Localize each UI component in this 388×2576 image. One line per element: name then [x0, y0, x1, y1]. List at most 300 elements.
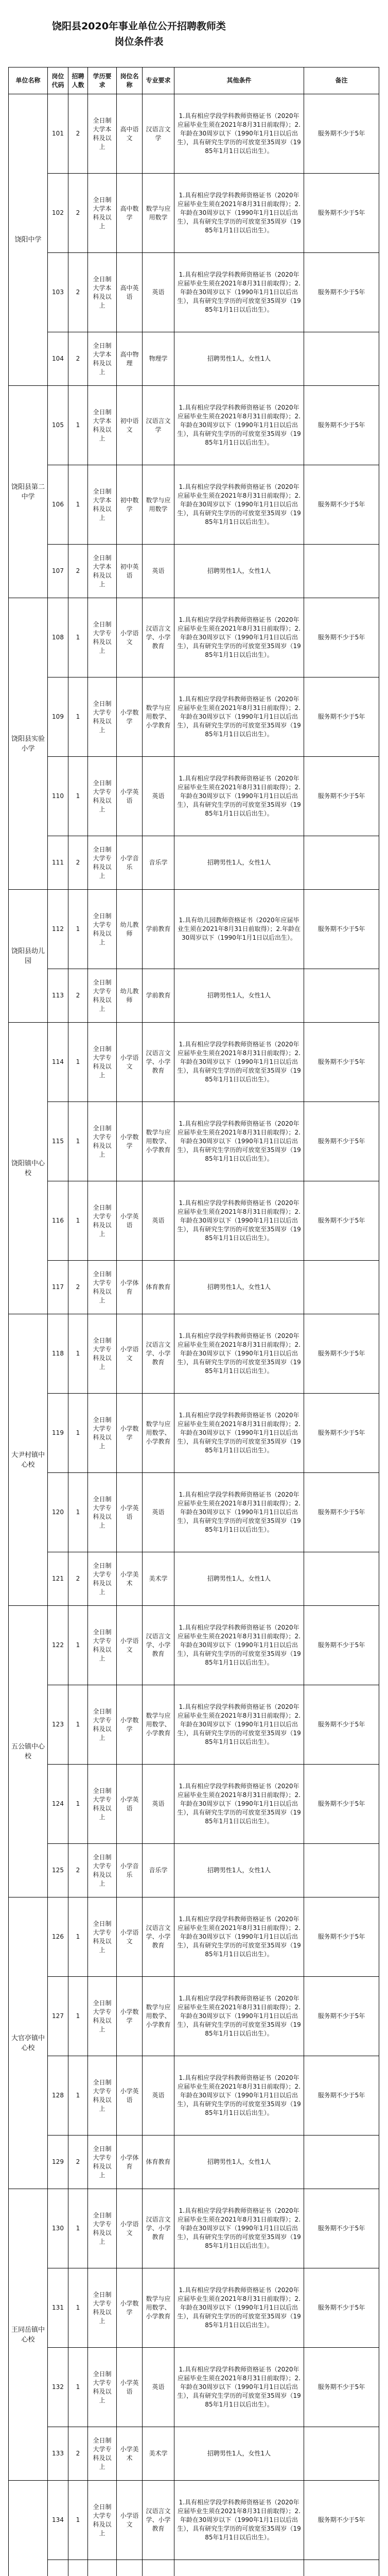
- education-cell: 全日制大学专科及以上: [88, 2481, 117, 2560]
- header-position-name: 岗位名称: [117, 67, 143, 94]
- headcount-cell: 1: [68, 677, 88, 757]
- remarks-cell: [304, 2427, 379, 2481]
- remarks-cell: 服务期不少于5年: [304, 174, 379, 253]
- remarks-cell: 服务期不少于5年: [304, 890, 379, 969]
- table-row: [9, 1102, 379, 1181]
- remarks-cell: 服务期不少于5年: [304, 386, 379, 465]
- remarks-cell: 服务期不少于5年: [304, 2481, 379, 2560]
- table-row: [9, 2136, 379, 2189]
- remarks-cell: 服务期不少于5年: [304, 598, 379, 677]
- table-row: [9, 1261, 379, 1314]
- education-cell: 全日制大学本科及以上: [88, 332, 117, 386]
- conditions-cell: 1.具有相应学段学科教师资格证书（2020年应届毕业生须在2021年8月31日前取得）；2.年龄在30周岁以下（1990年1月1日以后出生），具有研究生学历的可放宽至35周岁（1985年1月1日以后出生）。: [174, 1977, 304, 2056]
- position-code-cell: 114: [48, 1023, 68, 1102]
- major-cell: 音乐学: [143, 836, 174, 890]
- education-cell: 全日制大学专科及以上: [88, 1897, 117, 1977]
- headcount-cell: 2: [68, 332, 88, 386]
- position-code-cell: 111: [48, 836, 68, 890]
- position-code-cell: 105: [48, 386, 68, 465]
- table-row: [9, 1977, 379, 2056]
- remarks-cell: [304, 1261, 379, 1314]
- conditions-cell: 招聘男性1人，女性1人: [174, 1552, 304, 1606]
- position-code-cell: 110: [48, 757, 68, 836]
- header-remarks: 备注: [304, 67, 379, 94]
- major-cell: 学前教育: [143, 969, 174, 1023]
- position-code-cell: 113: [48, 969, 68, 1023]
- position-name-cell: 小学英语: [117, 2056, 143, 2136]
- conditions-cell: 1.具有相应学段学科教师资格证书（2020年应届毕业生须在2021年8月31日前取得）；2.年龄在30周岁以下（1990年1月1日以后出生），具有研究生学历的可放宽至35周岁（1985年1月1日以后出生）。: [174, 94, 304, 174]
- headcount-cell: 2: [68, 94, 88, 174]
- unit-name-cell: 饶阳县幼儿园: [9, 890, 48, 1023]
- position-name-cell: 小学语文: [117, 1023, 143, 1102]
- education-cell: 全日制大学专科及以上: [88, 2427, 117, 2481]
- major-cell: 音乐学: [143, 1844, 174, 1897]
- header-headcount: 招聘人数: [68, 67, 88, 94]
- conditions-cell: 招聘男性1人，女性1人: [174, 2427, 304, 2481]
- table-row: [9, 969, 379, 1023]
- conditions-cell: 招聘男性1人，女性1人: [174, 1261, 304, 1314]
- education-cell: 全日制大学专科及以上: [88, 1473, 117, 1552]
- table-row: [9, 1023, 379, 1102]
- education-cell: 全日制大学本科及以上: [88, 465, 117, 545]
- remarks-cell: 服务期不少于5年: [304, 2268, 379, 2348]
- education-cell: 全日制大学专科及以上: [88, 757, 117, 836]
- major-cell: 数学与应用数学、小学教育: [143, 1394, 174, 1473]
- position-code-cell: 132: [48, 2348, 68, 2427]
- position-name-cell: 小学英语: [117, 757, 143, 836]
- position-code-cell: 131: [48, 2268, 68, 2348]
- position-name-cell: 小学英语: [117, 1181, 143, 1261]
- conditions-cell: 1.具有相应学段学科教师资格证书（2020年应届毕业生须在2021年8月31日前取得）；2.年龄在30周岁以下（1990年1月1日以后出生），具有研究生学历的可放宽至35周岁（1985年1月1日以后出生）。: [174, 2189, 304, 2268]
- table-body: [9, 94, 379, 2576]
- position-code-cell: 123: [48, 1685, 68, 1765]
- headcount-cell: 2: [68, 2427, 88, 2481]
- position-name-cell: 小学音乐: [117, 1844, 143, 1897]
- major-cell: 美术学: [143, 2427, 174, 2481]
- headcount-cell: 2: [68, 836, 88, 890]
- education-cell: 全日制大学本科及以上: [88, 386, 117, 465]
- position-code-cell: 115: [48, 1102, 68, 1181]
- remarks-cell: 服务期不少于5年: [304, 2056, 379, 2136]
- conditions-cell: 1.具有相应学段学科教师资格证书（2020年应届毕业生须在2021年8月31日前取得）；2.年龄在30周岁以下（1990年1月1日以后出生），具有研究生学历的可放宽至35周岁（1985年1月1日以后出生）。: [174, 2481, 304, 2560]
- remarks-cell: 服务期不少于5年: [304, 1102, 379, 1181]
- remarks-cell: 服务期不少于5年: [304, 1394, 379, 1473]
- position-name-cell: 初中数学: [117, 465, 143, 545]
- major-cell: 体育教育: [143, 2136, 174, 2189]
- conditions-cell: 1.具有相应学段学科教师资格证书（2020年应届毕业生须在2021年8月31日前取得）；2.年龄在30周岁以下（1990年1月1日以后出生），具有研究生学历的可放宽至35周岁（1985年1月1日以后出生）。: [174, 1102, 304, 1181]
- position-name-cell: 初中英语: [117, 545, 143, 598]
- major-cell: 英语: [143, 1181, 174, 1261]
- conditions-cell: 1.具有相应学段学科教师资格证书（2020年应届毕业生须在2021年8月31日前取得）；2.年龄在30周岁以下（1990年1月1日以后出生），具有研究生学历的可放宽至35周岁（1985年1月1日以后出生）。: [174, 1765, 304, 1844]
- table-row: [9, 332, 379, 386]
- document-title-line-2: 岗位条件表: [114, 36, 164, 47]
- major-cell: 汉语言文学、小学教育: [143, 2481, 174, 2560]
- remarks-cell: 服务期不少于5年: [304, 757, 379, 836]
- remarks-cell: 服务期不少于5年: [304, 94, 379, 174]
- headcount-cell: 1: [68, 2268, 88, 2348]
- header-major: 专业要求: [143, 67, 174, 94]
- headcount-cell: 1: [68, 598, 88, 677]
- conditions-cell: 招聘男性1人，女性1人: [174, 2136, 304, 2189]
- conditions-cell: 1.具有相应学段学科教师资格证书（2020年应届毕业生须在2021年8月31日前取得）；2.年龄在30周岁以下（1990年1月1日以后出生），具有研究生学历的可放宽至35周岁（1985年1月1日以后出生）。: [174, 1685, 304, 1765]
- table-row: [9, 2481, 379, 2560]
- conditions-cell: 1.具有相应学段学科教师资格证书（2020年应届毕业生须在2021年8月31日前取得）；2.年龄在30周岁以下（1990年1月1日以后出生），具有研究生学历的可放宽至35周岁（1985年1月1日以后出生）。: [174, 1181, 304, 1261]
- conditions-cell: 1.具有相应学段学科教师资格证书（2020年应届毕业生须在2021年8月31日前取得）；2.年龄在30周岁以下（1990年1月1日以后出生），具有研究生学历的可放宽至35周岁（1985年1月1日以后出生）。: [174, 174, 304, 253]
- education-cell: 全日制大学专科及以上: [88, 1261, 117, 1314]
- headcount-cell: 1: [68, 386, 88, 465]
- table-row: [9, 1606, 379, 1685]
- position-code-cell: [48, 2560, 68, 2576]
- table-row: [9, 598, 379, 677]
- table-row: [9, 890, 379, 969]
- unit-name-cell: 饶阳中学: [9, 94, 48, 386]
- remarks-cell: 服务期不少于5年: [304, 1685, 379, 1765]
- major-cell: 美术学: [143, 1552, 174, 1606]
- conditions-cell: 1.具有幼儿园教师资格证书（2020年应届毕业生须在2021年8月31日前取得）；2.年龄在30周岁以下（1990年1月1日以后出生）。: [174, 890, 304, 969]
- major-cell: 数学与应用数学、小学教育: [143, 1977, 174, 2056]
- headcount-cell: 1: [68, 2189, 88, 2268]
- headcount-cell: 2: [68, 1552, 88, 1606]
- education-cell: 全日制大学本科及以上: [88, 253, 117, 332]
- headcount-cell: 2: [68, 1844, 88, 1897]
- major-cell: 汉语言文学: [143, 386, 174, 465]
- remarks-cell: [304, 836, 379, 890]
- table-row: [9, 1552, 379, 1606]
- education-cell: 全日制大学专科及以上: [88, 2268, 117, 2348]
- conditions-cell: 1.具有相应学段学科教师资格证书（2020年应届毕业生须在2021年8月31日前取得）；2.年龄在30周岁以下（1990年1月1日以后出生），具有研究生学历的可放宽至35周岁（1985年1月1日以后出生）。: [174, 598, 304, 677]
- unit-name-cell: 饶阳镇中心校: [9, 1023, 48, 1314]
- table-header-row: [9, 67, 379, 94]
- position-code-cell: 120: [48, 1473, 68, 1552]
- remarks-cell: 服务期不少于5年: [304, 1765, 379, 1844]
- major-cell: 英语: [143, 2056, 174, 2136]
- remarks-cell: 服务期不少于5年: [304, 1473, 379, 1552]
- remarks-cell: [304, 332, 379, 386]
- position-code-cell: 106: [48, 465, 68, 545]
- conditions-cell: 1.具有相应学段学科教师资格证书（2020年应届毕业生须在2021年8月31日前取得）；2.年龄在30周岁以下（1990年1月1日以后出生），具有研究生学历的可放宽至35周岁（1985年1月1日以后出生）。: [174, 757, 304, 836]
- position-code-cell: 127: [48, 1977, 68, 2056]
- unit-name-cell: 五公镇中心校: [9, 1606, 48, 1897]
- conditions-cell: 1.具有相应学段学科教师资格证书（2020年应届毕业生须在2021年8月31日前取得）；2.年龄在30周岁以下（1990年1月1日以后出生），具有研究生学历的可放宽至35周岁（1985年1月1日以后出生）。: [174, 1606, 304, 1685]
- position-name-cell: 小学数学: [117, 1102, 143, 1181]
- position-code-cell: 119: [48, 1394, 68, 1473]
- major-cell: 英语: [143, 545, 174, 598]
- position-code-cell: 104: [48, 332, 68, 386]
- conditions-cell: 1.具有相应学段学科教师资格证书（2020年应届毕业生须在2021年8月31日前取得）；2.年龄在30周岁以下（1990年1月1日以后出生），具有研究生学历的可放宽至35周岁（1985年1月1日以后出生）。: [174, 1314, 304, 1394]
- major-cell: 汉语言文学、小学教育: [143, 1897, 174, 1977]
- remarks-cell: [304, 2560, 379, 2576]
- headcount-cell: 1: [68, 1897, 88, 1977]
- unit-name-cell: 大尹村镇中心校: [9, 1314, 48, 1606]
- major-cell: 英语: [143, 1765, 174, 1844]
- headcount-cell: 1: [68, 1394, 88, 1473]
- remarks-cell: [304, 545, 379, 598]
- headcount-cell: 1: [68, 1765, 88, 1844]
- position-name-cell: 小学美术: [117, 2427, 143, 2481]
- header-education: 学历要求: [88, 67, 117, 94]
- position-code-cell: 129: [48, 2136, 68, 2189]
- remarks-cell: 服务期不少于5年: [304, 1181, 379, 1261]
- position-name-cell: 幼儿教师: [117, 969, 143, 1023]
- education-cell: 全日制大学专科及以上: [88, 1844, 117, 1897]
- major-cell: 体育教育: [143, 1261, 174, 1314]
- table-row: [9, 2189, 379, 2268]
- table-row: [9, 1181, 379, 1261]
- education-cell: 全日制大学本科及以上: [88, 545, 117, 598]
- position-name-cell: 小学语文: [117, 1314, 143, 1394]
- position-code-cell: 125: [48, 1844, 68, 1897]
- headcount-cell: 2: [68, 2136, 88, 2189]
- headcount-cell: 1: [68, 1181, 88, 1261]
- headcount-cell: 1: [68, 1977, 88, 2056]
- position-name-cell: 小学美术: [117, 1552, 143, 1606]
- education-cell: [88, 2560, 117, 2576]
- major-cell: 汉语言文学、小学教育: [143, 1314, 174, 1394]
- headcount-cell: 1: [68, 1685, 88, 1765]
- position-name-cell: 小学语文: [117, 2481, 143, 2560]
- education-cell: 全日制大学专科及以上: [88, 836, 117, 890]
- headcount-cell: 2: [68, 174, 88, 253]
- remarks-cell: 服务期不少于5年: [304, 1606, 379, 1685]
- header-unit-name: 单位名称: [9, 67, 48, 94]
- conditions-cell: 1.具有相应学段学科教师资格证书（2020年应届毕业生须在2021年8月31日前取得）；2.年龄在30周岁以下（1990年1月1日以后出生），具有研究生学历的可放宽至35周岁（1985年1月1日以后出生）。: [174, 2348, 304, 2427]
- headcount-cell: [68, 2560, 88, 2576]
- major-cell: 数学与应用数学、小学教育: [143, 2268, 174, 2348]
- position-name-cell: 小学英语: [117, 1765, 143, 1844]
- major-cell: 汉语言文学、小学教育: [143, 1023, 174, 1102]
- headcount-cell: 2: [68, 253, 88, 332]
- unit-name-cell: [9, 2481, 48, 2576]
- major-cell: 英语: [143, 253, 174, 332]
- header-position-code: 岗位代码: [48, 67, 68, 94]
- conditions-cell: 1.具有相应学段学科教师资格证书（2020年应届毕业生须在2021年8月31日前取得）；2.年龄在30周岁以下（1990年1月1日以后出生），具有研究生学历的可放宽至35周岁（1985年1月1日以后出生）。: [174, 677, 304, 757]
- major-cell: 汉语言文学、小学教育: [143, 598, 174, 677]
- education-cell: 全日制大学专科及以上: [88, 1102, 117, 1181]
- unit-name-cell: 大官亭镇中心校: [9, 1897, 48, 2189]
- education-cell: 全日制大学专科及以上: [88, 598, 117, 677]
- table-row: [9, 836, 379, 890]
- education-cell: 全日制大学专科及以上: [88, 2189, 117, 2268]
- conditions-cell: 招聘男性1人，女性1人: [174, 545, 304, 598]
- position-code-cell: 116: [48, 1181, 68, 1261]
- headcount-cell: 1: [68, 1606, 88, 1685]
- education-cell: 全日制大学专科及以上: [88, 890, 117, 969]
- headcount-cell: 1: [68, 2348, 88, 2427]
- table-row: [9, 545, 379, 598]
- remarks-cell: 服务期不少于5年: [304, 253, 379, 332]
- education-cell: 全日制大学专科及以上: [88, 1606, 117, 1685]
- major-cell: 英语: [143, 2348, 174, 2427]
- education-cell: 全日制大学专科及以上: [88, 1023, 117, 1102]
- table-row: [9, 2268, 379, 2348]
- education-cell: 全日制大学专科及以上: [88, 1394, 117, 1473]
- position-code-cell: 121: [48, 1552, 68, 1606]
- remarks-cell: [304, 1552, 379, 1606]
- remarks-cell: 服务期不少于5年: [304, 2348, 379, 2427]
- table-row: [9, 1897, 379, 1977]
- conditions-cell: 1.具有相应学段学科教师资格证书（2020年应届毕业生须在2021年8月31日前取得）；2.年龄在30周岁以下（1990年1月1日以后出生），具有研究生学历的可放宽至35周岁（1985年1月1日以后出生）。: [174, 1394, 304, 1473]
- major-cell: 物理学: [143, 332, 174, 386]
- position-code-cell: 108: [48, 598, 68, 677]
- table-row: [9, 677, 379, 757]
- major-cell: 数学与应用数学: [143, 174, 174, 253]
- headcount-cell: 1: [68, 1473, 88, 1552]
- header-other-conditions: 其他条件: [174, 67, 304, 94]
- headcount-cell: 1: [68, 1102, 88, 1181]
- headcount-cell: 1: [68, 890, 88, 969]
- headcount-cell: 2: [68, 1261, 88, 1314]
- major-cell: 英语: [143, 757, 174, 836]
- table-row: [9, 1394, 379, 1473]
- education-cell: 全日制大学专科及以上: [88, 1181, 117, 1261]
- conditions-cell: 招聘男性1人，女性1人: [174, 332, 304, 386]
- remarks-cell: [304, 1844, 379, 1897]
- position-name-cell: 高中数学: [117, 174, 143, 253]
- document-title: [0, 19, 278, 49]
- remarks-cell: 服务期不少于5年: [304, 1897, 379, 1977]
- headcount-cell: 1: [68, 2056, 88, 2136]
- education-cell: 全日制大学专科及以上: [88, 2348, 117, 2427]
- education-cell: 全日制大学专科及以上: [88, 677, 117, 757]
- major-cell: 数学与应用数学: [143, 465, 174, 545]
- position-code-cell: 128: [48, 2056, 68, 2136]
- position-code-cell: 118: [48, 1314, 68, 1394]
- table-row: [9, 2056, 379, 2136]
- position-code-cell: 101: [48, 94, 68, 174]
- position-code-cell: 117: [48, 1261, 68, 1314]
- conditions-cell: 招聘男性1人，女性1人: [174, 1844, 304, 1897]
- position-code-cell: 112: [48, 890, 68, 969]
- conditions-cell: 1.具有相应学段学科教师资格证书（2020年应届毕业生须在2021年8月31日前取得）；2.年龄在30周岁以下（1990年1月1日以后出生），具有研究生学历的可放宽至35周岁（1985年1月1日以后出生）。: [174, 1473, 304, 1552]
- position-code-cell: 102: [48, 174, 68, 253]
- position-code-cell: 107: [48, 545, 68, 598]
- table-row: [9, 757, 379, 836]
- remarks-cell: [304, 2136, 379, 2189]
- position-code-cell: 124: [48, 1765, 68, 1844]
- education-cell: 全日制大学本科及以上: [88, 174, 117, 253]
- remarks-cell: 服务期不少于5年: [304, 1314, 379, 1394]
- conditions-cell: 1.具有相应学段学科教师资格证书（2020年应届毕业生须在2021年8月31日前取得）；2.年龄在30周岁以下（1990年1月1日以后出生），具有研究生学历的可放宽至35周岁（1985年1月1日以后出生）。: [174, 465, 304, 545]
- major-cell: 学前教育: [143, 890, 174, 969]
- table-row: [9, 2348, 379, 2427]
- position-name-cell: 小学体育: [117, 1261, 143, 1314]
- major-cell: 数学与应用数学、小学教育: [143, 677, 174, 757]
- headcount-cell: 1: [68, 757, 88, 836]
- position-name-cell: 小学英语: [117, 2348, 143, 2427]
- headcount-cell: 1: [68, 465, 88, 545]
- conditions-cell: 招聘男性1人，女性1人: [174, 836, 304, 890]
- education-cell: 全日制大学专科及以上: [88, 1552, 117, 1606]
- position-code-cell: 109: [48, 677, 68, 757]
- education-cell: 全日制大学专科及以上: [88, 2056, 117, 2136]
- remarks-cell: 服务期不少于5年: [304, 1977, 379, 2056]
- position-code-cell: 133: [48, 2427, 68, 2481]
- unit-name-cell: 饶阳县第二中学: [9, 386, 48, 598]
- education-cell: 全日制大学本科及以上: [88, 94, 117, 174]
- position-name-cell: 幼儿教师: [117, 890, 143, 969]
- major-cell: [143, 2560, 174, 2576]
- education-cell: 全日制大学专科及以上: [88, 1314, 117, 1394]
- position-code-cell: 122: [48, 1606, 68, 1685]
- conditions-cell: 1.具有相应学段学科教师资格证书（2020年应届毕业生须在2021年8月31日前取得）；2.年龄在30周岁以下（1990年1月1日以后出生），具有研究生学历的可放宽至35周岁（1985年1月1日以后出生）。: [174, 253, 304, 332]
- table-row: [9, 1685, 379, 1765]
- table-row: [9, 386, 379, 465]
- remarks-cell: 服务期不少于5年: [304, 465, 379, 545]
- table-row: [9, 1314, 379, 1394]
- position-name-cell: 小学英语: [117, 1473, 143, 1552]
- unit-name-cell: 王同岳镇中心校: [9, 2189, 48, 2481]
- headcount-cell: 1: [68, 2481, 88, 2560]
- position-name-cell: 小学数学: [117, 1685, 143, 1765]
- major-cell: 汉语言文学: [143, 94, 174, 174]
- remarks-cell: 服务期不少于5年: [304, 2189, 379, 2268]
- position-code-cell: 103: [48, 253, 68, 332]
- position-name-cell: 高中英语: [117, 253, 143, 332]
- position-name-cell: 小学数学: [117, 2268, 143, 2348]
- remarks-cell: [304, 969, 379, 1023]
- position-name-cell: 高中物理: [117, 332, 143, 386]
- education-cell: 全日制大学专科及以上: [88, 2136, 117, 2189]
- conditions-cell: 1.具有相应学段学科教师资格证书（2020年应届毕业生须在2021年8月31日前取得）；2.年龄在30周岁以下（1990年1月1日以后出生），具有研究生学历的可放宽至35周岁（1985年1月1日以后出生）。: [174, 1023, 304, 1102]
- position-code-cell: 126: [48, 1897, 68, 1977]
- table-row: [9, 1473, 379, 1552]
- position-name-cell: 小学语文: [117, 1606, 143, 1685]
- remarks-cell: 服务期不少于5年: [304, 677, 379, 757]
- position-name-cell: 高中语文: [117, 94, 143, 174]
- table-row: [9, 465, 379, 545]
- position-name-cell: 小学语文: [117, 2189, 143, 2268]
- unit-name-cell: 饶阳县实验小学: [9, 598, 48, 890]
- headcount-cell: 2: [68, 969, 88, 1023]
- table-row: [9, 94, 379, 174]
- conditions-cell: 1.具有相应学段学科教师资格证书（2020年应届毕业生须在2021年8月31日前取得）；2.年龄在30周岁以下（1990年1月1日以后出生），具有研究生学历的可放宽至35周岁（1985年1月1日以后出生）。: [174, 2056, 304, 2136]
- table-row: [9, 2560, 379, 2576]
- table-row: [9, 253, 379, 332]
- major-cell: 英语: [143, 1473, 174, 1552]
- table-row: [9, 1844, 379, 1897]
- headcount-cell: 1: [68, 1314, 88, 1394]
- headcount-cell: 1: [68, 1023, 88, 1102]
- major-cell: 数学与应用数学、小学教育: [143, 1102, 174, 1181]
- table-row: [9, 1765, 379, 1844]
- position-code-cell: 130: [48, 2189, 68, 2268]
- table-row: [9, 174, 379, 253]
- remarks-cell: 服务期不少于5年: [304, 1023, 379, 1102]
- education-cell: 全日制大学专科及以上: [88, 1765, 117, 1844]
- position-name-cell: 初中语文: [117, 386, 143, 465]
- headcount-cell: 2: [68, 545, 88, 598]
- table-row: [9, 2427, 379, 2481]
- conditions-cell: [174, 2560, 304, 2576]
- education-cell: 全日制大学专科及以上: [88, 1685, 117, 1765]
- position-name-cell: 小学数学: [117, 1977, 143, 2056]
- position-name-cell: 小学数学: [117, 1394, 143, 1473]
- position-name-cell: 小学语文: [117, 1897, 143, 1977]
- position-name-cell: 小学体育: [117, 2136, 143, 2189]
- conditions-cell: 1.具有相应学段学科教师资格证书（2020年应届毕业生须在2021年8月31日前取得）；2.年龄在30周岁以下（1990年1月1日以后出生），具有研究生学历的可放宽至35周岁（1985年1月1日以后出生）。: [174, 386, 304, 465]
- position-name-cell: [117, 2560, 143, 2576]
- position-requirements-table: [8, 67, 379, 2576]
- document-title-line-1: 饶阳县2020年事业单位公开招聘教师类: [52, 21, 226, 32]
- major-cell: 数学与应用数学、小学教育: [143, 1685, 174, 1765]
- position-code-cell: 134: [48, 2481, 68, 2560]
- position-name-cell: 小学语文: [117, 598, 143, 677]
- major-cell: 汉语言文学、小学教育: [143, 2189, 174, 2268]
- position-name-cell: 小学数学: [117, 677, 143, 757]
- conditions-cell: 招聘男性1人，女性1人: [174, 969, 304, 1023]
- major-cell: 汉语言文学、小学教育: [143, 1606, 174, 1685]
- conditions-cell: 1.具有相应学段学科教师资格证书（2020年应届毕业生须在2021年8月31日前取得）；2.年龄在30周岁以下（1990年1月1日以后出生），具有研究生学历的可放宽至35周岁（1985年1月1日以后出生）。: [174, 1897, 304, 1977]
